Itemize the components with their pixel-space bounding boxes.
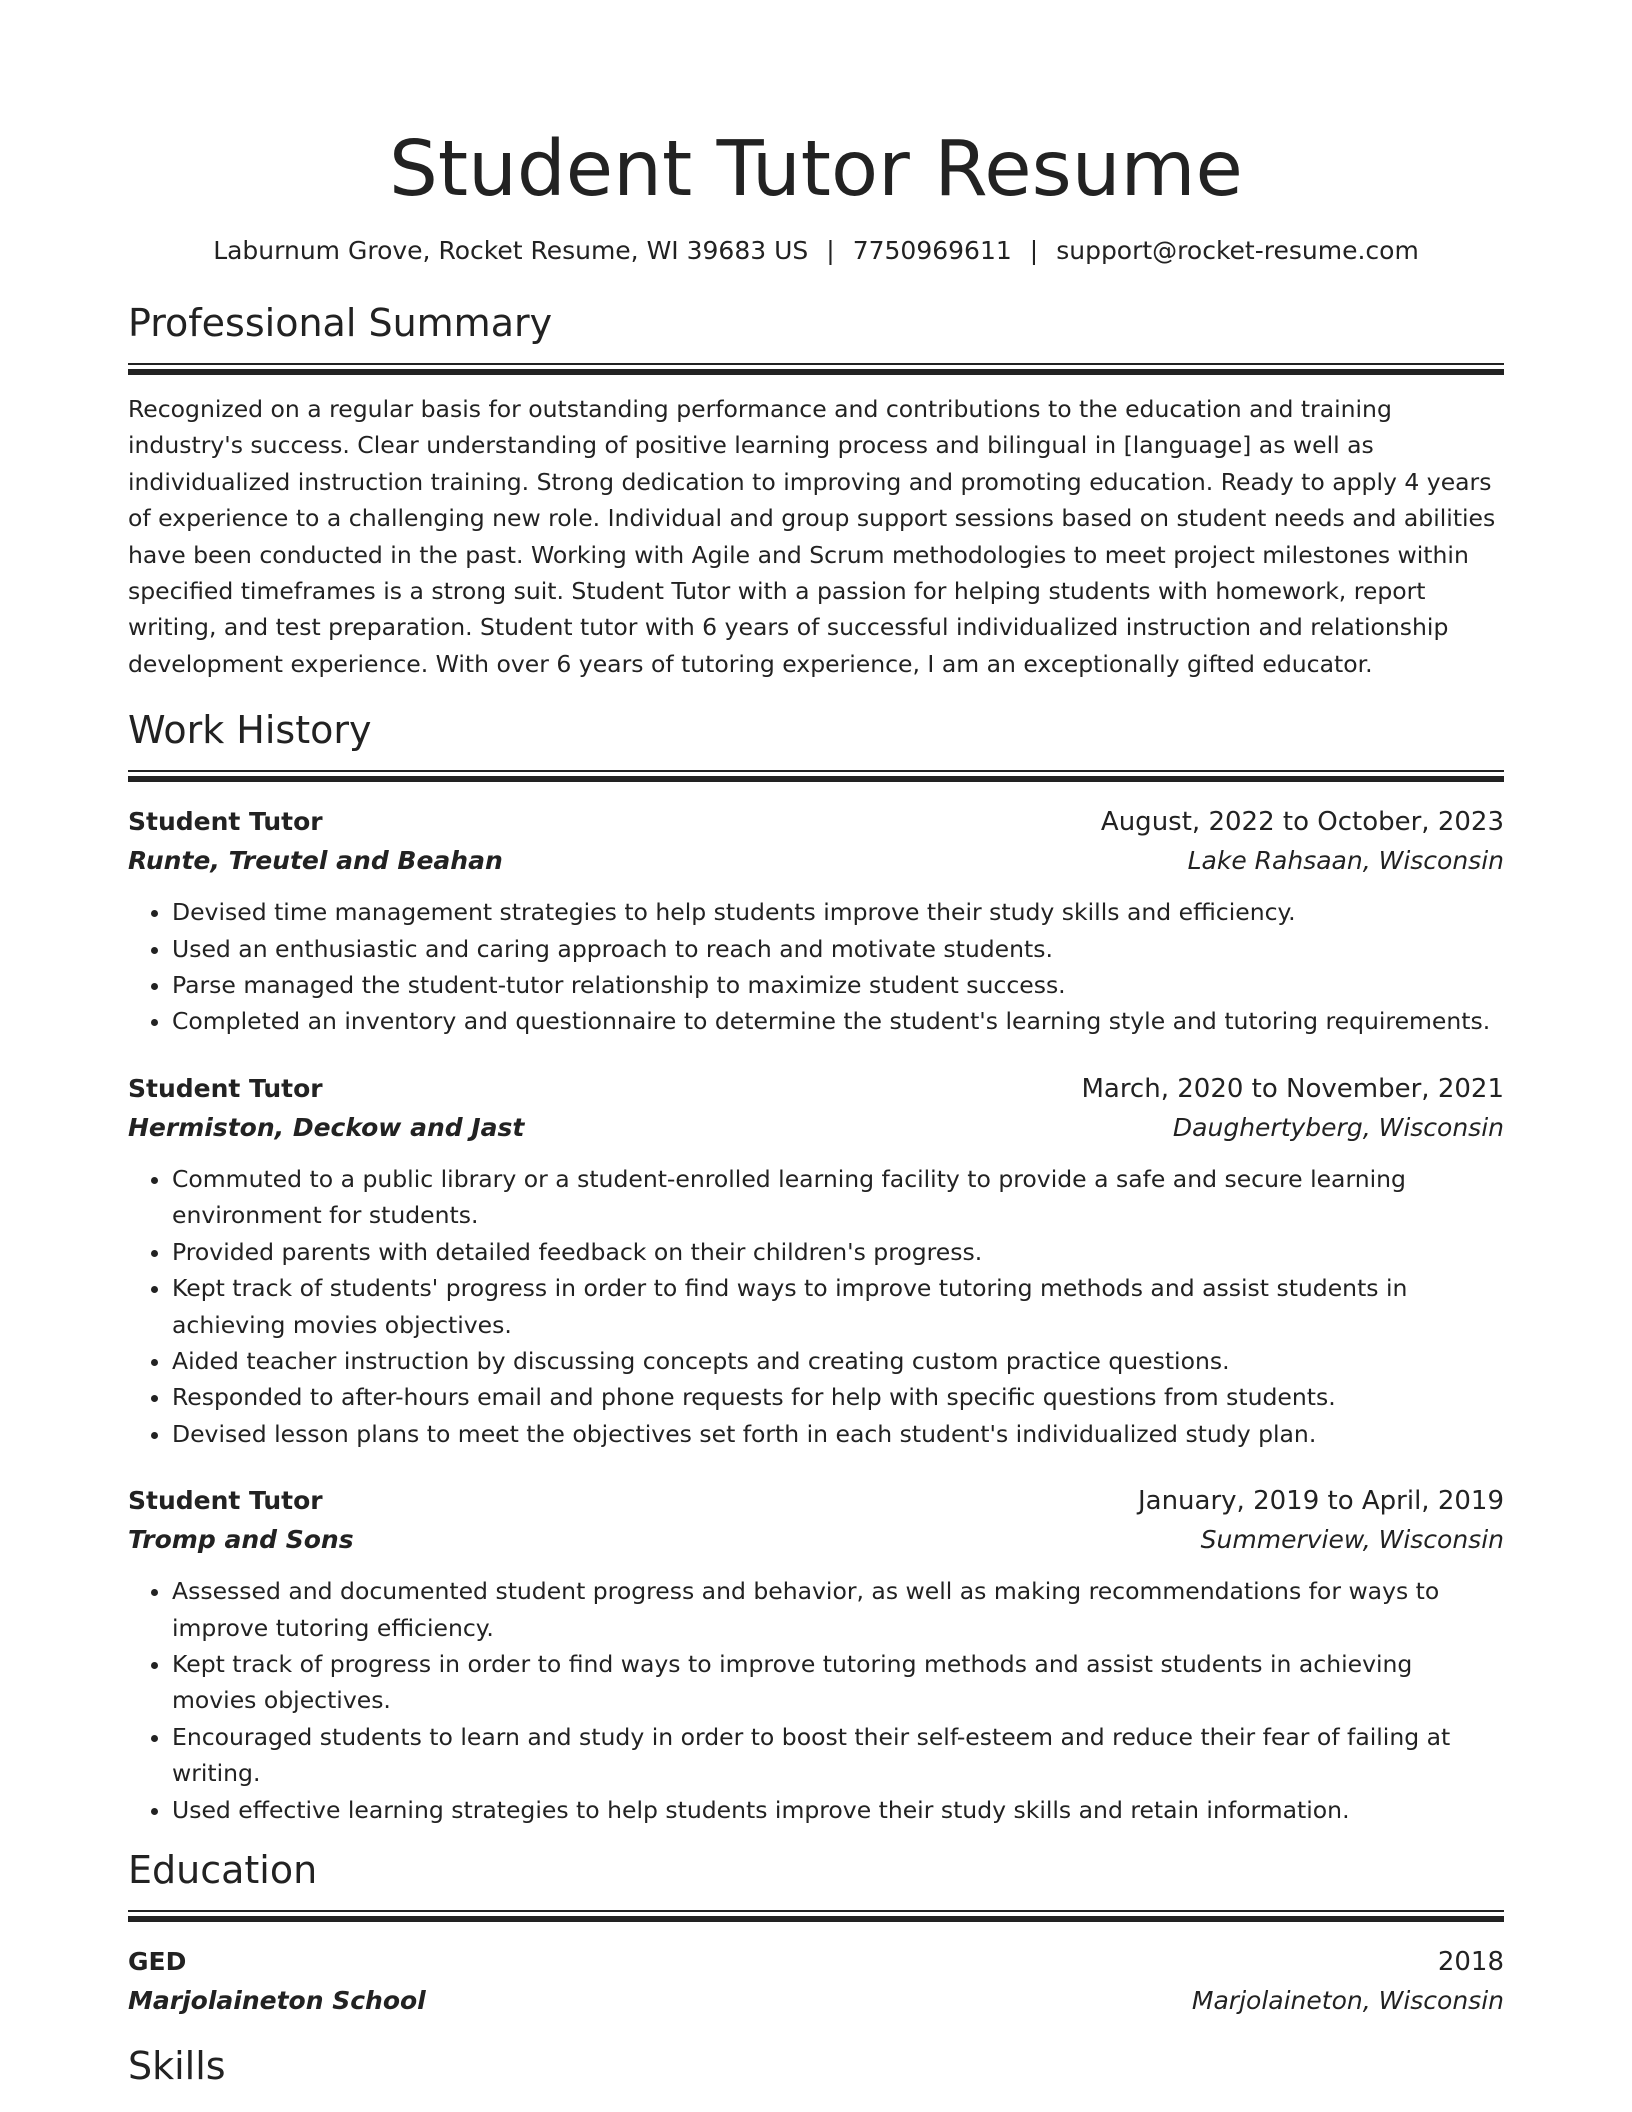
section-heading-work-history: Work History [128,708,372,753]
job-company-row [128,1521,1504,1559]
job-title: Student Tutor [128,1486,323,1516]
job-bullet-list [128,894,1504,1040]
job-location: Daughertyberg, Wisconsin [1172,1112,1504,1142]
job-bullet: • Responded to after-hours email and phone requests for help with specific questions from students. [172,1379,1504,1415]
contact-phone: 7750969611 [852,236,1012,265]
section-heading-summary: Professional Summary [128,301,553,345]
job-bullet: • Provided parents with detailed feedback on their children's progress. [172,1234,1504,1270]
section-divider [128,770,1504,782]
job-dates: August, 2022 to October, 2023 [1100,807,1504,838]
job-bullet: • Used an enthusiastic and caring approach to reach and motivate students. [172,931,1504,967]
education-location: Marjolaineton, Wisconsin [1191,1985,1504,2015]
job-company-row [128,842,1504,880]
education-school-row [128,1982,1504,2020]
job-bullet: • Devised lesson plans to meet the objectives set forth in each student's individualized study plan. [172,1416,1504,1452]
job-bullet: • Kept track of progress in order to find ways to improve tutoring methods and assist students in achieving movies objectives. [172,1646,1504,1719]
job-bullet: • Kept track of students' progress in order to find ways to improve tutoring methods and assist students in achieving movies objectives. [172,1270,1504,1343]
contact-separator: | [1029,236,1039,265]
job-title: Student Tutor [128,807,323,837]
resume-title: Student Tutor Resume [389,125,1243,214]
contact-line [128,234,1504,268]
job-bullet: • Commuted to a public library or a student-enrolled learning facility to provide a safe and secure learning environment for students. [172,1161,1504,1234]
job-header-row [128,1069,1504,1109]
job-bullet: • Used effective learning strategies to help students improve their study skills and retain information. [172,1792,1504,1828]
job-company: Tromp and Sons [128,1525,354,1555]
section-heading-education: Education [128,1847,318,1892]
job-dates: March, 2020 to November, 2021 [1081,1073,1504,1104]
job-bullet: • Parse managed the student-tutor relationship to maximize student success. [172,967,1504,1003]
resume-page [128,0,1504,2090]
section-divider [128,363,1504,375]
job-entry [128,1481,1504,1828]
summary-section [128,299,1504,682]
job-company-row [128,1109,1504,1147]
job-entry [128,802,1504,1040]
job-company: Runte, Treutel and Beahan [128,846,503,876]
job-entry [128,1069,1504,1452]
job-header-row [128,1481,1504,1521]
work-history-section [128,706,1504,1828]
job-bullet: • Completed an inventory and questionnaire to determine the student's learning style and tutoring requirements. [172,1003,1504,1039]
section-divider [128,1910,1504,1922]
job-dates: January, 2019 to April, 2019 [1137,1486,1504,1517]
education-year: 2018 [1437,1946,1504,1977]
job-company: Hermiston, Deckow and Jast [128,1112,525,1142]
job-bullet: • Assessed and documented student progress and behavior, as well as making recommendations for ways to improve tutoring efficiency. [172,1573,1504,1646]
job-bullet-list [128,1161,1504,1452]
education-entry [128,1942,1504,2020]
section-heading-skills: Skills [128,2043,226,2088]
contact-address: Laburnum Grove, Rocket Resume, WI 39683 US [213,236,809,265]
contact-separator: | [826,236,835,265]
education-school: Marjolaineton School [128,1985,426,2015]
education-degree: GED [128,1946,187,1976]
job-bullet: • Aided teacher instruction by discussing concepts and creating custom practice questions. [172,1343,1504,1379]
education-header-row [128,1942,1504,1982]
job-bullet: • Devised time management strategies to help students improve their study skills and efficiency. [172,894,1504,930]
job-bullet-list [128,1573,1504,1828]
job-location: Summerview, Wisconsin [1200,1525,1504,1555]
job-bullet: • Encouraged students to learn and study in order to boost their self-esteem and reduce their fear of failing at writing. [172,1719,1504,1792]
education-section [128,1846,1504,2020]
skills-section [128,2042,1504,2090]
job-title: Student Tutor [128,1073,323,1103]
summary-text: Recognized on a regular basis for outstanding performance and contributions to the education and training industry's success. Clear understanding of positive learning process and bilingual in [language] as well as individualized instruction training. Strong dedication to improving and promoting education. Ready to apply 4 years of experience to a challenging new role. Individual and group support sessions based on student needs and abilities have been conducted in the past. Working with Agile and Scrum methodologies to meet project milestones within specified timeframes is a strong suit. Student Tutor with a passion for helping students with homework, report writing, and test preparation. Student tutor with 6 years of successful individualized instruction and relationship development experience. With over 6 years of tutoring experience, I am an exceptionally gifted educator. [128,395,1496,678]
contact-email: support@rocket-resume.com [1056,236,1419,265]
job-header-row [128,802,1504,842]
job-location: Lake Rahsaan, Wisconsin [1187,846,1504,876]
